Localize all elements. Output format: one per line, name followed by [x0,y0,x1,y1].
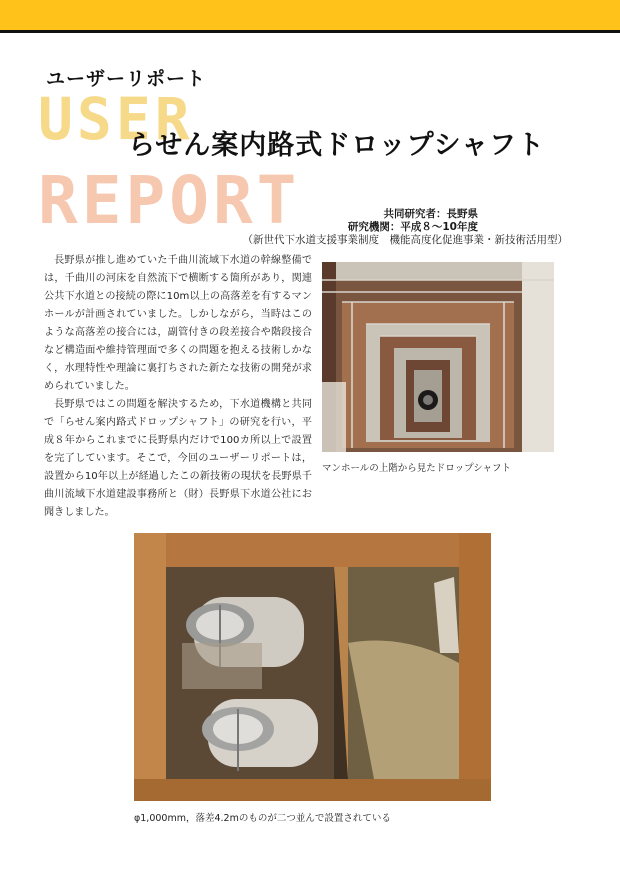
decorative-user-letters: USER [38,85,194,153]
paragraph: 長野県ではこの問題を解決するため，下水道機構と共同で「らせん案内路式ドロップシャフト」の研究を行い，平成８年からこれまでに長野県内だけで100カ所以上で設置を完了しています。そこで，今回のユーザーリポートは，設置から10年以上が経過したこの新技術の現状を長野県千曲川流域下水道建設事務所と（財）長野県下水道公社にお聞きしました。 [44,399,312,518]
section-kicker: ユーザーリポート [46,68,207,90]
article-body [44,252,312,522]
top-accent-bar [0,0,620,30]
drop-shafts-photo [134,533,491,801]
article-title: らせん案内路式ドロップシャフト [128,130,546,161]
photo-caption: φ1,000mm，落差4.2mのものが二つ並んで設置されている [134,813,391,824]
program-line: （新世代下水道支援事業制度 機能高度化促進事業・新技術活用型） [242,234,568,246]
manhole-shaft-photo [322,262,554,452]
manhole-shaft-illustration [322,262,554,452]
photo-caption: マンホールの上階から見たドロップシャフト [322,463,512,474]
decorative-report-letters: REPORT [38,162,301,239]
drop-shafts-illustration [134,533,491,801]
period-line: 研究機関：平成８～10年度 [347,221,478,233]
research-credits [242,208,568,247]
top-rule [0,30,620,33]
paragraph: 長野県が推し進めていた千曲川流域下水道の幹線整備では，千曲川の河床を自然流下で横断する箇所があり，関連公共下水道との接続の際に10m以上の高落差を有するマンホールが計画されていました。しかしながら，当時はこのような高落差の接合には，副管付きの段差接合や階段接合など構造面や維持管理面で多くの問題を抱える技術しかなく，水理特性や理論に裏打ちされた新たな技術の開発が求められていました。 [44,255,312,392]
researcher-line: 共同研究者：長野県 [383,208,478,220]
